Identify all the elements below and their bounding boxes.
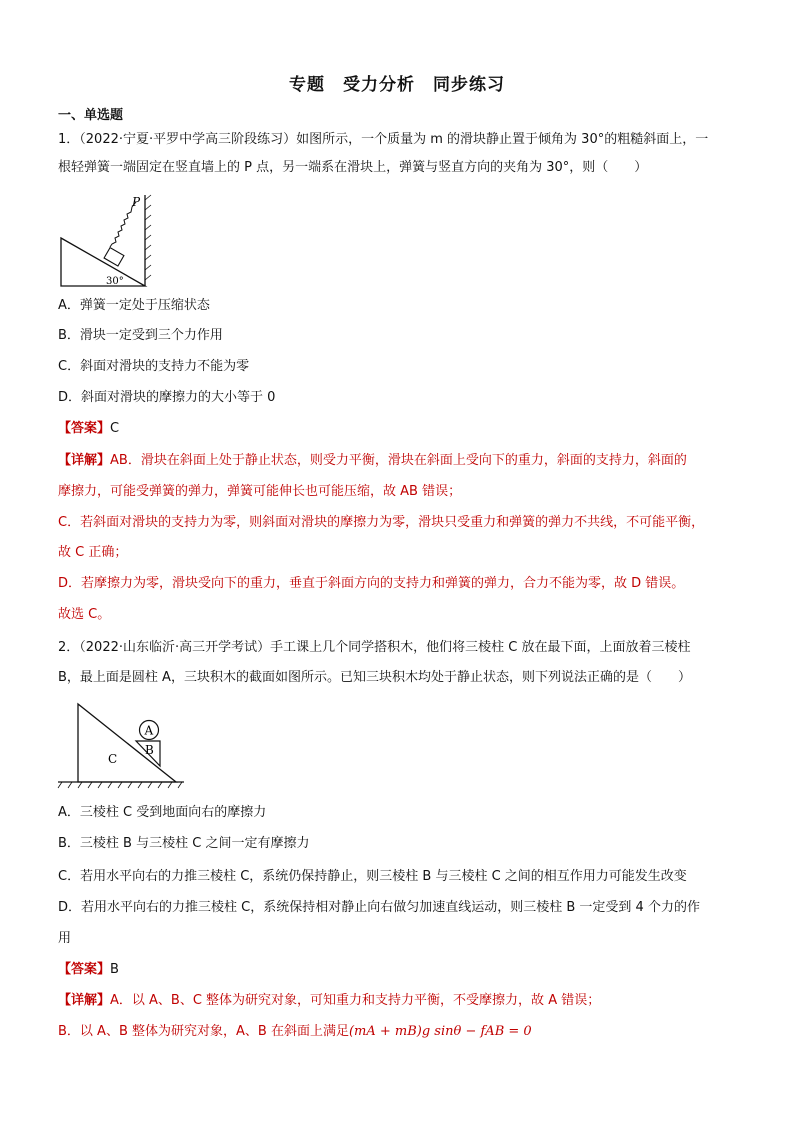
q2-answer-value: B: [110, 962, 119, 977]
q2-option-c: C．若用水平向右的力推三棱柱 C，系统仍保持静止，则三棱柱 B 与三棱柱 C 之间的相互作用力可能发生改变: [58, 869, 687, 884]
q1-detail-text1a: AB．滑块在斜面上处于静止状态，则受力平衡，滑块在斜面上受向下的重力，斜面的支持力，斜面的: [110, 453, 687, 468]
q2-fig-label-a: A: [144, 723, 154, 738]
q1-detail-line5: D．若摩擦力为零，滑块受向下的重力，垂直于斜面方向的支持力和弹簧的弹力，合力不能为零，故 D 错误。: [58, 576, 685, 591]
section-heading: 一、单选题: [58, 108, 124, 123]
q2-answer-tag: 【答案】: [58, 962, 111, 977]
q2-formula: (mA + mB)g sinθ − fAB = 0: [348, 1024, 532, 1039]
q2-fig-label-c: C: [108, 752, 118, 766]
q1-stem-line1: 1．（2022·宁夏·平罗中学高三阶段练习）如图所示，一个质量为 m 的滑块静止置于倾角为 30°的粗糙斜面上，一: [58, 132, 709, 147]
q1-option-b: B．滑块一定受到三个力作用: [58, 328, 223, 343]
q1-fig-label-angle: 30°: [106, 276, 124, 287]
q1-incline-spring-figure: [56, 190, 156, 288]
q2-option-b: B．三棱柱 B 与三棱柱 C 之间一定有摩擦力: [58, 836, 310, 851]
q2-stem-line2: B，最上面是圆柱 A，三块积木的截面如图所示。已知三块积木均处于静止状态，则下列说法正确的是（ ）: [58, 670, 691, 685]
q1-stem-line2: 根轻弹簧一端固定在竖直墙上的 P 点，另一端系在滑块上，弹簧与竖直方向的夹角为 30°，则（ ）: [58, 160, 648, 175]
q2-answer: [58, 960, 738, 980]
q2-detail-line1: [58, 991, 738, 1011]
q2-fig-label-b: B: [145, 743, 154, 757]
q1-detail-line3: C．若斜面对滑块的支持力为零，则斜面对滑块的摩擦力为零，滑块只受重力和弹簧的弹力不共线，不可能平衡，: [58, 515, 705, 530]
q1-detail-line2: 摩擦力，可能受弹簧的弹力，弹簧可能伸长也可能压缩，故 AB 错误；: [58, 484, 462, 499]
q2-option-a: A．三棱柱 C 受到地面向右的摩擦力: [58, 805, 267, 820]
q1-option-a: A．弹簧一定处于压缩状态: [58, 298, 210, 313]
q1-detail-line1: [58, 451, 738, 471]
q2-option-d-line2: 用: [58, 931, 72, 946]
q1-fig-label-p: P: [132, 195, 141, 209]
q1-answer: [58, 419, 738, 439]
q2-detail-tag: 【详解】: [58, 993, 111, 1008]
page-title: 专题 受力分析 同步练习: [289, 75, 505, 95]
q2-option-d-line1: D．若用水平向右的力推三棱柱 C，系统保持相对静止向右做匀加速直线运动，则三棱柱 B 一定受到 4 个力的作: [58, 900, 700, 915]
q2-detail-text2: B．以 A、B 整体为研究对象，A、B 在斜面上满足: [58, 1024, 349, 1039]
q1-option-d: D．斜面对滑块的摩擦力的大小等于 0: [58, 390, 276, 405]
q2-detail-line2: [58, 1022, 738, 1042]
q1-conclusion: 故选 C。: [58, 607, 111, 622]
q2-detail-text1: A．以 A、B、C 整体为研究对象，可知重力和支持力平衡，不受摩擦力，故 A 错误；: [110, 993, 601, 1008]
q1-answer-tag: 【答案】: [58, 421, 111, 436]
q1-detail-line4: 故 C 正确；: [58, 545, 128, 560]
q1-answer-value: C: [110, 421, 120, 436]
q1-detail-tag: 【详解】: [58, 453, 111, 468]
q2-stacked-blocks-figure: [56, 700, 186, 790]
q2-stem-line1: 2．（2022·山东临沂·高三开学考试）手工课上几个同学搭积木，他们将三棱柱 C 放在最下面，上面放着三棱柱: [58, 640, 691, 655]
q1-option-c: C．斜面对滑块的支持力不能为零: [58, 359, 250, 374]
